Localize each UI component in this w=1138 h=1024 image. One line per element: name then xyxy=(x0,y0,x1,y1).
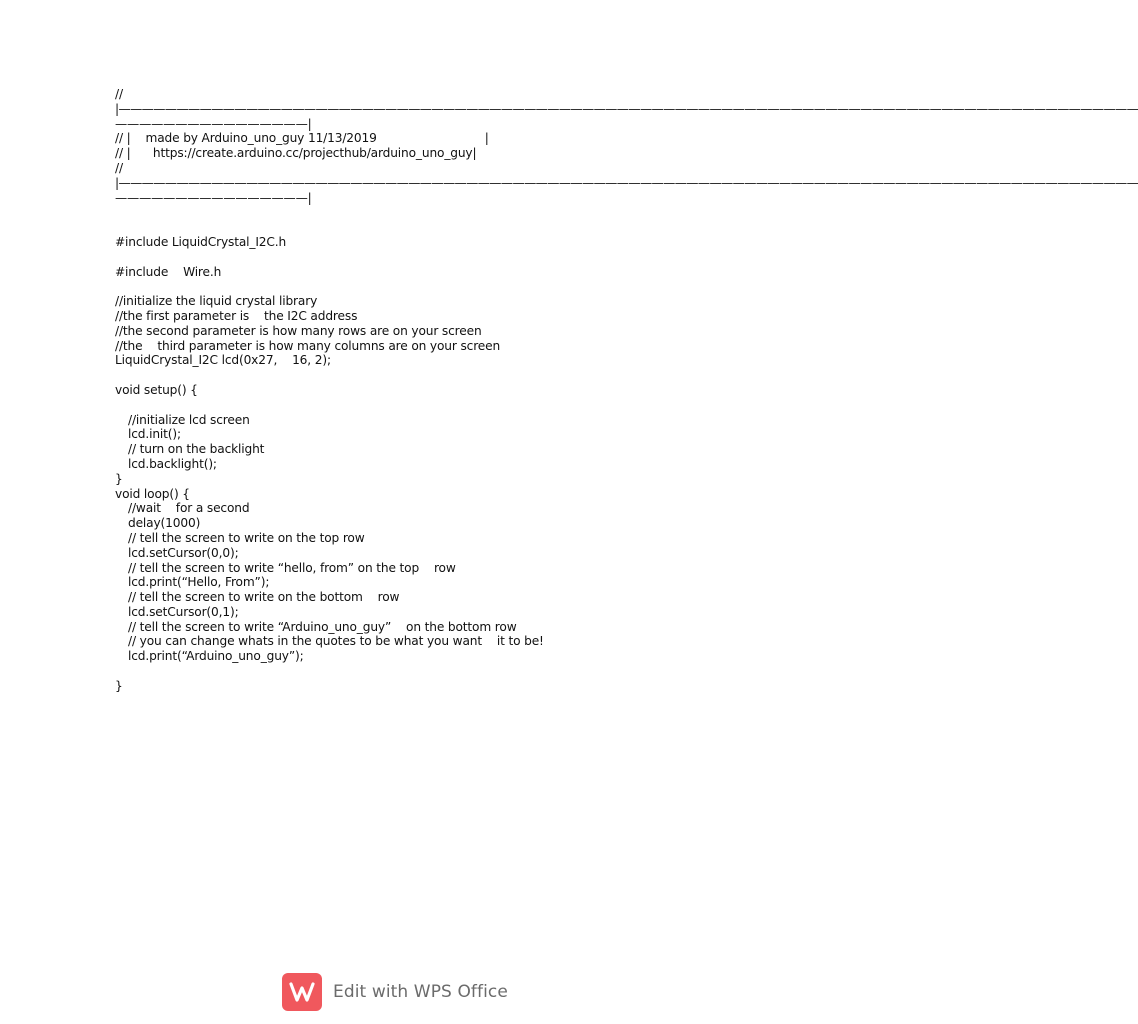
document-body xyxy=(115,87,1138,694)
text-line: lcd.init(); xyxy=(128,427,181,442)
text-line: lcd.setCursor(0,1); xyxy=(128,604,239,619)
text-line: //the second parameter is how many rows are on your screen xyxy=(115,323,482,338)
text-line: //the third parameter is how many columns are on your screen xyxy=(115,338,501,353)
text-line: void loop() { xyxy=(115,486,190,501)
rule-line-end: ————————————————| xyxy=(115,116,312,131)
text-line: #include LiquidCrystal_I2C.h xyxy=(115,234,287,249)
text-line: // you can change whats in the quotes to be what you want it to be! xyxy=(128,634,544,649)
rule-line-end: ————————————————| xyxy=(115,190,312,205)
text-line: //wait for a second xyxy=(128,501,250,516)
text-line: } xyxy=(115,678,123,693)
rule-line: |———————————————————————————————————————————————————————————————————————————————————————— xyxy=(115,175,1138,190)
text-line: // xyxy=(115,87,123,101)
text-line: // | made by Arduino_uno_guy 11/13/2019 | xyxy=(115,131,489,146)
text-line: void setup() { xyxy=(115,382,198,397)
text-line: // tell the screen to write “Arduino_uno_guy” on the bottom row xyxy=(128,619,517,634)
text-line: // tell the screen to write “hello, from” on the top row xyxy=(128,560,456,575)
text-line: // tell the screen to write on the bottom row xyxy=(128,590,400,605)
wps-office-logo-icon xyxy=(282,973,322,1011)
text-line: // turn on the backlight xyxy=(128,442,265,457)
text-line: lcd.print(“Hello, From”); xyxy=(128,575,270,590)
text-line: lcd.setCursor(0,0); xyxy=(128,545,239,560)
text-line: //initialize lcd screen xyxy=(128,412,250,427)
text-line: #include Wire.h xyxy=(115,264,222,279)
text-line: // xyxy=(115,160,123,175)
text-line: lcd.print(“Arduino_uno_guy”); xyxy=(128,649,304,664)
text-line: delay(1000) xyxy=(128,516,201,531)
text-line: lcd.backlight(); xyxy=(128,456,217,471)
wps-w-mark-icon xyxy=(289,981,315,1003)
watermark-text: Edit with WPS Office xyxy=(333,982,508,1002)
wps-watermark[interactable] xyxy=(282,973,508,1011)
text-line: } xyxy=(115,471,123,486)
text-line: //the first parameter is the I2C address xyxy=(115,308,358,323)
text-line: // | https://create.arduino.cc/projecthub/arduino_uno_guy| xyxy=(115,146,477,161)
text-line: LiquidCrystal_I2C lcd(0x27, 16, 2); xyxy=(115,353,331,368)
text-line: // tell the screen to write on the top row xyxy=(128,530,365,545)
rule-line: |———————————————————————————————————————————————————————————————————————————————————————— xyxy=(115,101,1138,116)
text-line: //initialize the liquid crystal library xyxy=(115,294,318,309)
